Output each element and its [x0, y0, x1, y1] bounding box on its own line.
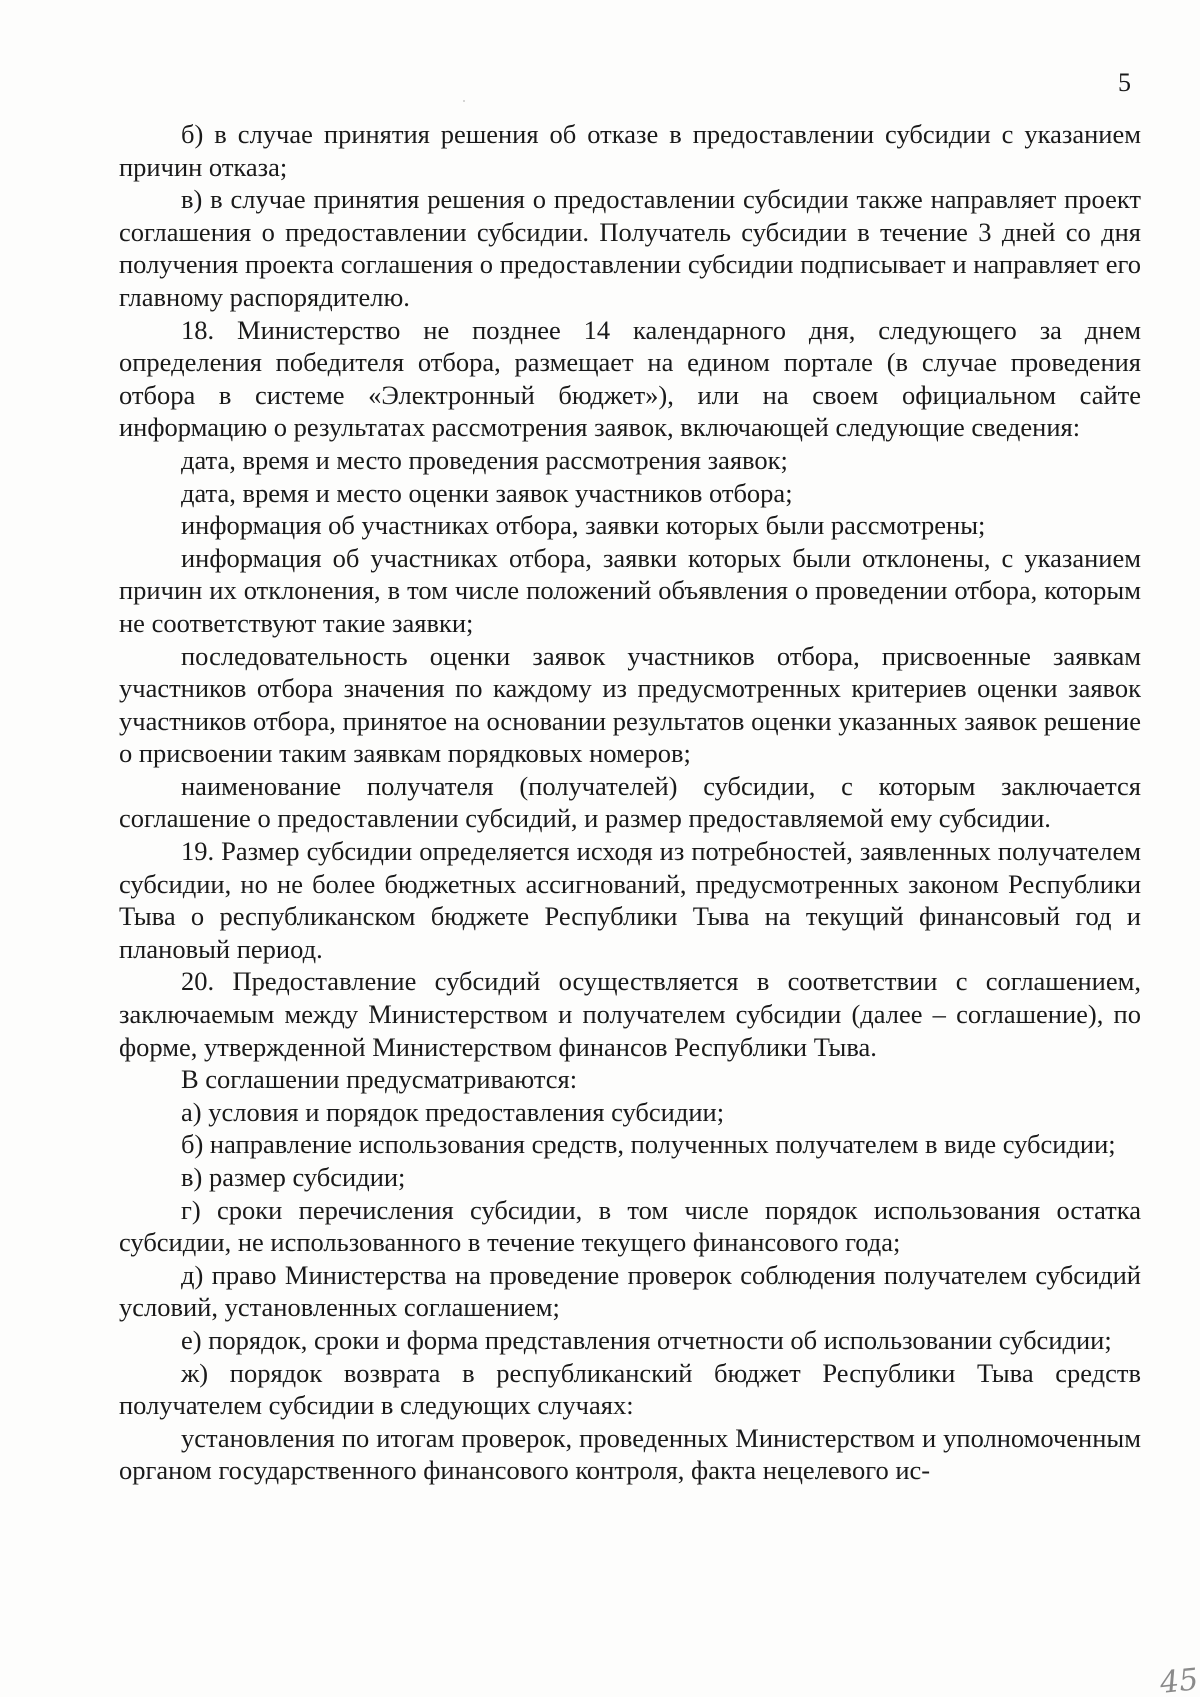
paragraph: 19. Размер субсидии определяется исходя из потребностей, заявленных получателем субсидии, но не более бюджетных ассигнований, предусмотренных законом Республики Тыва о республиканском бюджете Республики Тыва на текущий финансовый год и плановый период.	[119, 836, 1141, 964]
paragraph: дата, время и место проведения рассмотрения заявок;	[181, 444, 788, 475]
paragraph: б) в случае принятия решения об отказе в предоставлении субсидии с указанием причин отказа;	[119, 119, 1141, 182]
paragraph: ж) порядок возврата в республиканский бюджет Республики Тыва средств получателем субсидии в следующих случаях:	[119, 1357, 1141, 1421]
paragraph: д) право Министерства на проведение проверок соблюдения получателем субсидий условий, установленных соглашением;	[119, 1259, 1141, 1323]
page-number: 5	[1118, 68, 1131, 97]
paragraph: е) порядок, сроки и форма представления отчетности об использовании субсидии;	[181, 1324, 1112, 1355]
paragraph: информация об участниках отбора, заявки которых были рассмотрены;	[181, 510, 986, 541]
paragraph: а) условия и порядок предоставления субсидии;	[181, 1096, 725, 1127]
paragraph: наименование получателя (получателей) субсидии, с которым заключается соглашение о предоставлении субсидий, и размер предоставляемой ему субсидии.	[119, 770, 1141, 834]
paragraph: В соглашении предусматриваются:	[181, 1064, 578, 1095]
document-body	[119, 118, 1141, 1487]
paragraph: б) направление использования средств, полученных получателем в виде субсидии;	[181, 1129, 1116, 1160]
paragraph: установления по итогам проверок, проведенных Министерством и уполномоченным органом государственного финансового контроля, факта нецелевого ис-	[119, 1422, 1141, 1486]
paragraph: в) в случае принятия решения о предоставлении субсидии также направляет проект соглашения о предоставлении субсидии. Получатель субсидии в течение 3 дней со дня получения проекта соглашения о предоставлении субсидии подписывает и направляет его главному распорядителю.	[119, 184, 1141, 312]
paragraph: 18. Министерство не позднее 14 календарного дня, следующего за днем определения победителя отбора, размещает на едином портале (в случае проведения отбора в системе «Электронный бюджет»), или на своем официальном сайте информацию о результатах рассмотрения заявок, включающей следующие сведения:	[119, 314, 1141, 443]
handwritten-page-mark: 45	[1158, 1662, 1200, 1701]
paragraph: последовательность оценки заявок участников отбора, присвоенные заявкам участников отбора значения по каждому из предусмотренных критериев оценки заявок участников отбора, принятое на основании результатов оценки указанных заявок решение о присвоении таким заявкам порядковых номеров;	[119, 640, 1141, 769]
paragraph: 20. Предоставление субсидий осуществляется в соответствии с соглашением, заключаемым между Министерством и получателем субсидии (далее – соглашение), по форме, утвержденной Министерством финансов Республики Тыва.	[119, 966, 1141, 1062]
scan-artifact	[463, 100, 465, 102]
paragraph: дата, время и место оценки заявок участников отбора;	[181, 477, 793, 508]
paragraph: информация об участниках отбора, заявки которых были отклонены, с указанием причин их отклонения, в том числе положений объявления о проведении отбора, которым не соответствуют такие заявки;	[119, 542, 1141, 638]
paragraph: г) сроки перечисления субсидии, в том числе порядок использования остатка субсидии, не использованного в течение текущего финансового года;	[119, 1194, 1141, 1258]
paragraph: в) размер субсидии;	[181, 1162, 406, 1192]
